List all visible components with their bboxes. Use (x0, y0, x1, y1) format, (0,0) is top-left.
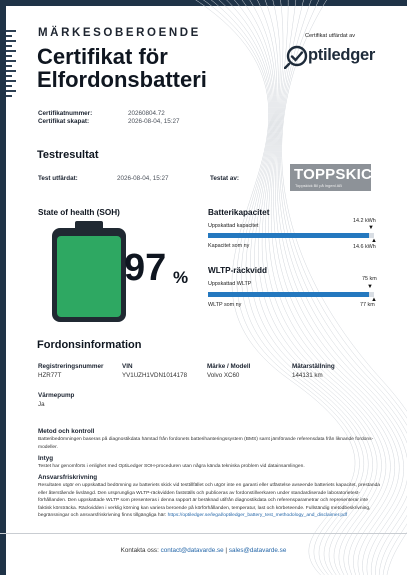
tester-badge-name: TOPPSKICK (294, 166, 384, 183)
reg-number-value: HZR77T (38, 372, 62, 379)
stripe (6, 40, 16, 42)
heatpump-label: Värmepump (38, 392, 75, 399)
capacity-title: Batterikapacitet (208, 208, 270, 217)
capacity-bar-track (208, 233, 374, 238)
cert-created-value: 2026-08-04, 15:27 (128, 118, 180, 125)
test-result-heading: Testresultat (37, 149, 99, 161)
stripe (6, 95, 12, 97)
capacity-bar-fill (208, 233, 369, 238)
wltp-marker-up-icon: ▲ (371, 297, 377, 303)
footer-prefix: Kontakta oss: (120, 547, 161, 554)
wltp-bar-track (208, 292, 374, 297)
stripe (6, 45, 12, 47)
battery-fill-level (57, 236, 121, 317)
issued-by-label: Certifikat utfärdat av (305, 33, 356, 39)
tested-by-label: Testat av: (210, 175, 239, 182)
capacity-new-label: Kapacitet som ny (208, 243, 250, 249)
soh-unit: % (173, 268, 189, 287)
disclaimer-title: Ansvarsfriskrivning (38, 474, 98, 481)
capacity-estimated-label: Uppskattad kapacitet (208, 223, 259, 229)
document-kicker: MÄRKESOBEROENDE (38, 27, 201, 39)
wltp-new-label: WLTP som ny (208, 302, 242, 308)
stripe (6, 90, 16, 92)
stripe (6, 80, 16, 82)
odometer-label: Mätarställning (292, 363, 335, 370)
reg-number-label: Registreringsnummer (38, 363, 104, 370)
test-date-label: Test utfärdat: (38, 175, 78, 182)
stripe (6, 65, 12, 67)
stripe (6, 75, 12, 77)
stripe (6, 50, 16, 52)
model-value: Volvo XC60 (207, 372, 240, 379)
decorative-stripes (6, 30, 16, 575)
footer-separator: | (223, 547, 229, 554)
cert-created-label: Certifikat skapat: (38, 118, 90, 125)
stripe (6, 55, 12, 57)
stripe (6, 70, 16, 72)
wltp-bar-fill (208, 292, 369, 297)
title-line-2: Elfordonsbatteri (37, 67, 207, 92)
capacity-new-value: 14.6 kWh (353, 244, 376, 250)
optiledger-logo-text: ptiledger (308, 46, 375, 64)
battery-icon (52, 228, 126, 322)
capacity-marker-down-icon: ▼ (368, 225, 374, 231)
model-label: Märke / Modell (207, 363, 251, 370)
top-border (0, 0, 407, 6)
wltp-estimated-value: 75 km (362, 276, 377, 282)
capacity-estimated-value: 14.2 kWh (353, 218, 376, 224)
disclaimer-text (38, 482, 380, 520)
vehicle-info-heading: Fordonsinformation (37, 339, 142, 351)
method-title: Metod och kontroll (38, 428, 95, 435)
capacity-marker-up-icon: ▲ (371, 238, 377, 244)
contact-email-link[interactable]: contact@datavarde.se (160, 547, 224, 554)
cert-number-value: 20260804.72 (128, 110, 165, 117)
cert-number-label: Certifikatnummer: (38, 110, 93, 117)
stripe (6, 35, 12, 37)
heatpump-value: Ja (38, 401, 45, 408)
disclaimer-body: Resultaten utgör en uppskattad bedömning av batteriets skick vid testtillfället och utgör inte en garanti eller utfästelse avseende batteriets kapacitet, prestanda eller återstående livslängd. Den ursprungliga WLTP-räckvidden fastställs och publiceras av fordonstillverkaren under standardiserade laboratorietest-förhållanden. Den uppskattade WLTP som presenteras i denna rapport är beräknad utifrån diagnostikdata och referensparametrar och representerar inte faktisk körsträcka. Räckvidden i verklig körning kan variera beroende på körförhållanden, temperatur, last och körbeteende. Fullständig metodbeskrivning, begränsningar och ansvarsfriskrivning finns tillgängliga här: (38, 483, 381, 519)
soh-value: 97 (124, 247, 167, 289)
stripe (6, 85, 12, 87)
wltp-new-value: 77 km (360, 302, 375, 308)
tester-badge-subtitle: Toppskick Bil på Ingenl AB (295, 183, 342, 188)
odometer-value: 144131 km (292, 372, 323, 379)
wltp-marker-down-icon: ▼ (367, 284, 373, 290)
method-text: Batteribedömningen baseras på diagnostikdata hämtad från fordonets batterihanteringssystem (BMS) samt jämförande referensdata från liknande fordons-modeller. (38, 437, 374, 450)
optiledger-logo-icon (284, 43, 310, 69)
optiledger-logo (284, 43, 379, 69)
vin-label: VIN (122, 363, 133, 370)
assurance-text: Testet har genomförts i enlighet med OptiLedger SOH-proceduren utan några kända tekniska problem vid datainsamlingen. (38, 464, 305, 469)
sales-email-link[interactable]: sales@datavarde.se (228, 547, 287, 554)
wltp-title: WLTP-räckvidd (208, 266, 267, 275)
vin-value: YV1UZH1VDN1014178 (122, 372, 188, 379)
document-title (37, 45, 267, 91)
footer-divider (0, 533, 407, 534)
tester-badge (290, 164, 384, 191)
assurance-title: Intyg (38, 455, 54, 462)
test-date-value: 2026-08-04, 15:27 (117, 175, 169, 182)
footer-contact (0, 547, 407, 554)
stripe (6, 60, 16, 62)
stripe (6, 30, 16, 32)
methodology-link[interactable]: https://optiledger.se/legal/optiledger_battery_test_methodology_and_disclaimer.pdf (167, 513, 348, 519)
title-line-1: Certifikat för (37, 44, 168, 69)
wltp-estimated-label: Uppskattad WLTP (208, 281, 252, 287)
soh-title: State of health (SOH) (38, 208, 120, 217)
